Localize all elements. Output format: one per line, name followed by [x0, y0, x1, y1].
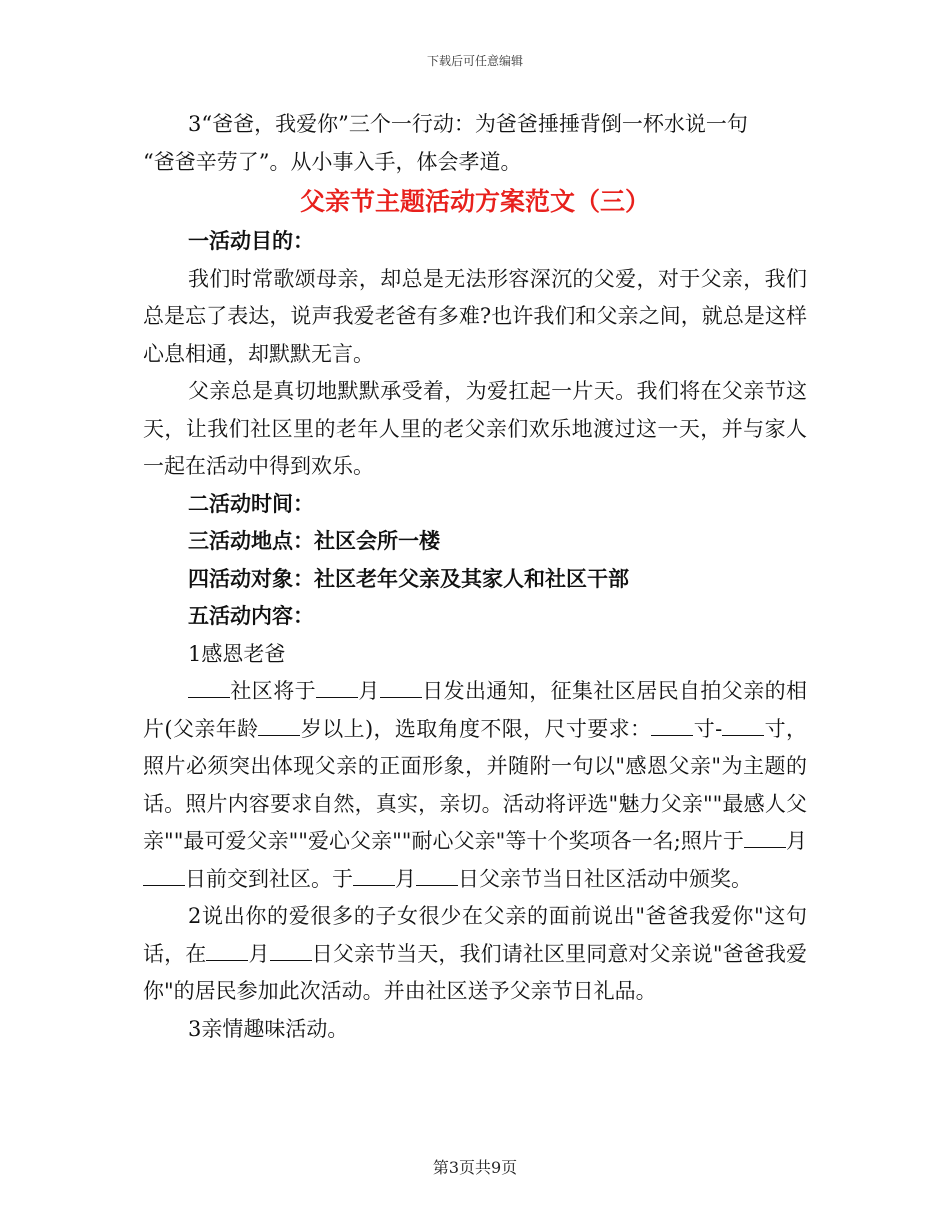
document-title: 父亲节主题活动方案范文（三）: [299, 187, 650, 216]
text-run: 日父亲节当日社区活动中颁奖。: [458, 866, 752, 891]
section-heading-purpose: 一活动目的：: [188, 229, 314, 253]
text-run: 寸，照片必须突出体现父亲的正面形象，并随附一句以"感恩父亲"为主题的话。照片内容要求自然，真实，亲切。活动将评选"魅力父亲""最感人父亲""最可爱父亲""爱心父亲""耐心父亲"等十个奖项各一名;照片于: [143, 716, 807, 853]
blank-line: [722, 715, 764, 736]
text-run: 日发出通知，征集社区居民自拍父亲的相片(父亲年龄: [143, 679, 808, 741]
content-item-3: 3亲情趣味活动。: [188, 1016, 349, 1041]
intro-line-2: “爸爸辛劳了”。从小事入手，体会孝道。: [143, 149, 522, 174]
blank-line: [188, 677, 230, 698]
section-heading-audience: 四活动对象：社区老年父亲及其家人和社区干部: [188, 566, 629, 591]
blank-line: [270, 940, 312, 961]
blank-line: [380, 677, 422, 698]
text-run: 月: [358, 679, 380, 703]
text-run: 日父亲节当天，我们请社区里同意对父亲说"爸爸我爱你"的居民参加此次活动。并由社区送予父亲节日礼品。: [143, 941, 808, 1003]
text-run: 月: [395, 866, 416, 891]
section-heading-content: 五活动内容：: [188, 604, 314, 628]
text-run: 寸-: [693, 716, 723, 741]
blank-line: [258, 715, 300, 736]
text-run: 月: [785, 829, 808, 853]
content-item-1-title: 1感恩老爸: [188, 641, 286, 666]
blank-line: [316, 677, 358, 698]
purpose-paragraph-1: 我们时常歌颂母亲，却总是无法形容深沉的父爱，对于父亲，我们总是忘了表达，说声我爱老爸有多难?也许我们和父亲之间，就总是这样心息相通，却默默无言。: [143, 266, 807, 366]
blank-line: [353, 865, 395, 886]
text-run: 2说出你的爱很多的子女很少在父亲的面前说出"爸爸我爱你"这句话，在: [143, 904, 807, 966]
section-heading-time: 二活动时间：: [188, 491, 314, 516]
blank-line: [143, 865, 185, 886]
content-item-1-paragraph: [143, 673, 807, 898]
text-run: 月: [248, 941, 270, 966]
document-body: [143, 106, 807, 1048]
blank-line: [744, 827, 786, 848]
section-heading-location: 三活动地点：社区会所一楼: [188, 529, 440, 553]
text-run: 社区将于: [230, 679, 316, 703]
blank-line: [206, 940, 248, 961]
content-item-2-paragraph: [143, 898, 807, 1011]
text-run: 日前交到社区。于: [185, 866, 353, 891]
blank-line: [651, 715, 693, 736]
intro-line-1: 3“爸爸，我爱你”三个一行动：为爸爸捶捶背倒一杯水说一句: [188, 112, 748, 136]
text-run: 岁以上)，选取角度不限，尺寸要求：: [300, 716, 652, 741]
blank-line: [416, 865, 458, 886]
page-footer: 第3页共9页: [432, 1158, 518, 1177]
page-header: 下载后可任意编辑: [426, 54, 523, 68]
purpose-paragraph-2: 父亲总是真切地默默承受着，为爱扛起一片天。我们将在父亲节这天，让我们社区里的老年人里的老父亲们欢乐地渡过这一天，并与家人一起在活动中得到欢乐。: [143, 379, 807, 478]
